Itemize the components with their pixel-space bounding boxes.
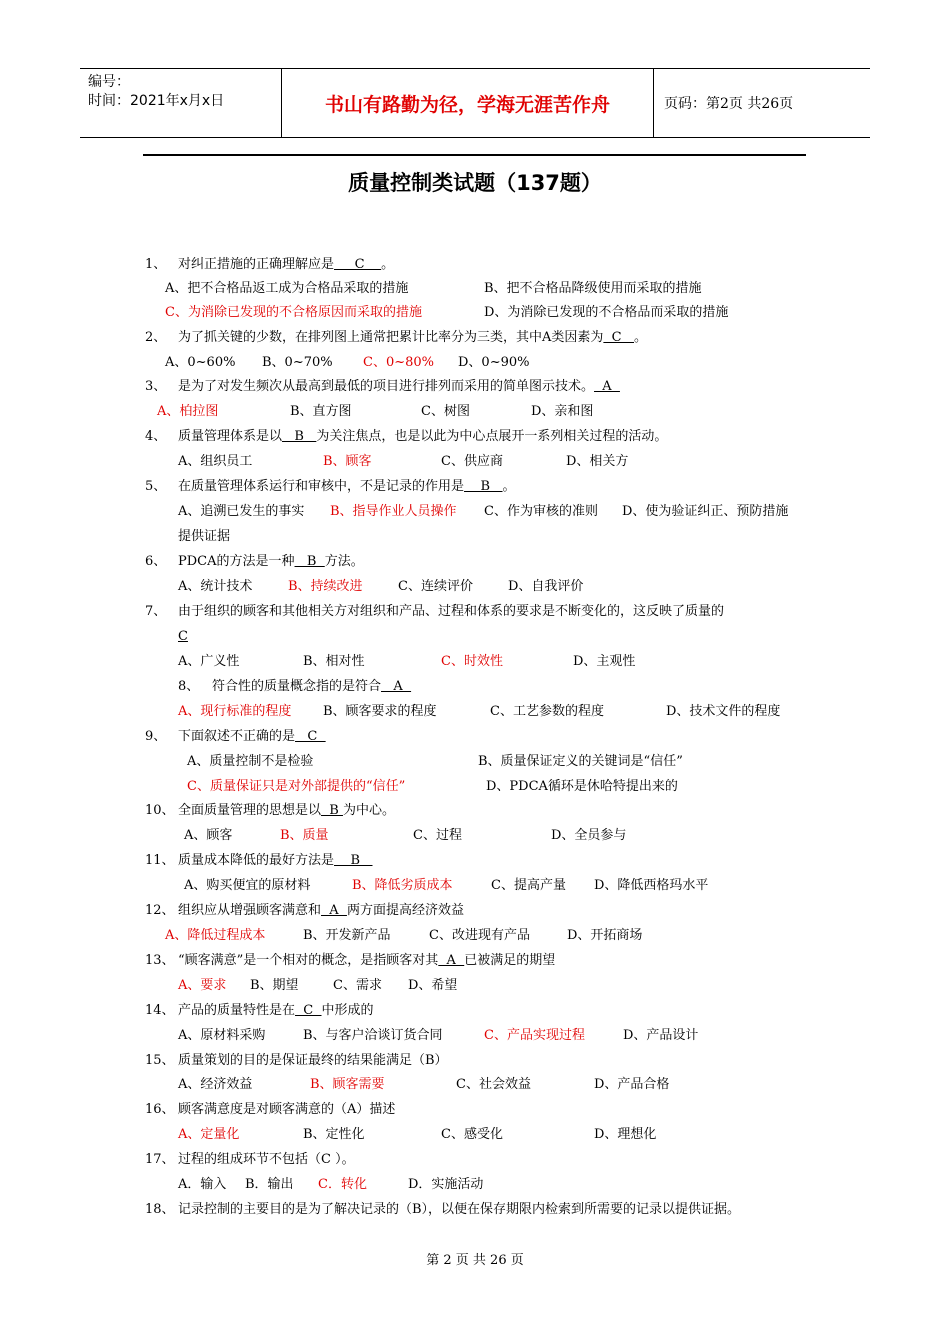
option-a: A、购买便宜的原材料 xyxy=(184,878,311,893)
question-number: 3、 xyxy=(145,379,167,394)
option-c: C、作为审核的准则 xyxy=(484,504,598,519)
question-stem: 记录控制的主要目的是为了解决记录的（B），以便在保存期限内检索到所需要的记录以提供证据。 xyxy=(178,1202,741,1217)
header-page-info: 页码：第2页 共26页 xyxy=(664,96,794,112)
option-b: B．输出 xyxy=(245,1177,294,1192)
question-number: 12、 xyxy=(145,903,175,918)
question-stem: 全面质量管理的思想是以 B 为中心。 xyxy=(178,803,395,818)
option-d: D、技术文件的程度 xyxy=(666,704,781,719)
option-a: A．输入 xyxy=(178,1177,227,1192)
option-d: D、使为验证纠正、预防措施 xyxy=(622,504,789,519)
question-number: 6、 xyxy=(145,554,167,569)
option-d: D、为消除已发现的不合格品而采取的措施 xyxy=(484,305,729,320)
option-a: A、顾客 xyxy=(184,828,233,843)
answer-blank: B xyxy=(464,479,503,494)
option-c: C、连续评价 xyxy=(398,579,473,594)
question-stem: 质量成本降低的最好方法是 B xyxy=(178,853,373,868)
question-number: 16、 xyxy=(145,1102,175,1117)
option-d: D、理想化 xyxy=(594,1127,657,1142)
title-divider xyxy=(143,154,806,156)
option-b: B、顾客要求的程度 xyxy=(323,704,437,719)
option-b: B、期望 xyxy=(250,978,299,993)
header-meta xyxy=(80,69,282,137)
option-a: A、广义性 xyxy=(178,654,240,669)
option-a: A、0~60% xyxy=(165,355,236,370)
option-b: B、直方图 xyxy=(290,404,352,419)
option-a: A、定量化 xyxy=(178,1127,240,1142)
option-c: C、工艺参数的程度 xyxy=(490,704,604,719)
option-b: B、开发新产品 xyxy=(303,928,391,943)
question-stem: 过程的组成环节不包括（C ）。 xyxy=(178,1152,355,1167)
option-a: A、降低过程成本 xyxy=(165,928,266,943)
question-number: 5、 xyxy=(145,479,167,494)
option-b: B、定性化 xyxy=(303,1127,365,1142)
answer-blank: A xyxy=(381,679,412,694)
answer-blank: B xyxy=(282,429,317,444)
answer-blank: B xyxy=(334,853,373,868)
option-a: A、追溯已发生的事实 xyxy=(178,504,305,519)
option-a: A、要求 xyxy=(178,978,227,993)
option-b: B、与客户洽谈订货合同 xyxy=(303,1028,443,1043)
answer-blank: A xyxy=(438,953,465,968)
question-number: 1、 xyxy=(145,257,167,272)
option-c: C、提高产量 xyxy=(491,878,566,893)
question-stem: 组织应从增强顾客满意和 A 两方面提高经济效益 xyxy=(178,903,464,918)
header-motto: 书山有路勤为径，学海无涯苦作舟 xyxy=(282,69,654,137)
option-d: D．实施活动 xyxy=(408,1177,484,1192)
option-b: B、0~70% xyxy=(262,355,333,370)
option-d: D、亲和图 xyxy=(531,404,594,419)
option-c: C、时效性 xyxy=(441,654,503,669)
question-stem: 质量管理体系是以 B 为关注焦点，也是以此为中心点展开一系列相关过程的活动。 xyxy=(178,429,668,444)
option-d: D、0~90% xyxy=(458,355,530,370)
option-c: C、感受化 xyxy=(441,1127,503,1142)
answer-blank: A xyxy=(321,903,347,918)
option-a: A、把不合格品返工成为合格品采取的措施 xyxy=(165,281,409,296)
question-number: 15、 xyxy=(145,1053,175,1068)
option-c: C、需求 xyxy=(333,978,382,993)
question-stem: 产品的质量特性是在 C 中形成的 xyxy=(178,1003,374,1018)
answer-blank: C xyxy=(295,1003,322,1018)
option-c: C、改进现有产品 xyxy=(429,928,530,943)
answer-blank: B xyxy=(294,554,325,569)
option-c: C、树图 xyxy=(421,404,470,419)
question-number: 4、 xyxy=(145,429,167,444)
answer-blank: C xyxy=(178,629,188,644)
question-stem: 符合性的质量概念指的是符合 A xyxy=(212,679,412,694)
option-c: C、供应商 xyxy=(441,454,503,469)
question-number: 14、 xyxy=(145,1003,175,1018)
answer-blank: C xyxy=(603,330,634,345)
option-d: D、产品设计 xyxy=(623,1028,699,1043)
option-b: B、顾客 xyxy=(323,454,372,469)
option-c: C、产品实现过程 xyxy=(484,1028,585,1043)
time-label: 时间：2021年x月x日 xyxy=(88,93,225,109)
option-d: D、自我评价 xyxy=(508,579,584,594)
option-a: A、现行标准的程度 xyxy=(178,704,292,719)
option-b: B、把不合格品降级使用而采取的措施 xyxy=(484,281,702,296)
option-c: C、社会效益 xyxy=(456,1077,531,1092)
option-d: D、降低西格玛水平 xyxy=(594,878,709,893)
option-d: D、相关方 xyxy=(566,454,629,469)
option-d: D、主观性 xyxy=(573,654,636,669)
option-c-correct: C、质量保证只是对外部提供的“信任” xyxy=(187,779,406,794)
option-a: A、质量控制不是检验 xyxy=(187,754,314,769)
question-stem: 是为了对发生频次从最高到最低的项目进行排列而采用的简单图示技术。 A xyxy=(178,379,620,394)
question-number: 18、 xyxy=(145,1202,175,1217)
option-c: C、0~80% xyxy=(363,355,435,370)
option-a: A、组织员工 xyxy=(178,454,253,469)
option-a: A、统计技术 xyxy=(178,579,253,594)
question-number: 13、 xyxy=(145,953,175,968)
option-b: B、相对性 xyxy=(303,654,365,669)
question-number: 9、 xyxy=(145,729,167,744)
question-number: 17、 xyxy=(145,1152,175,1167)
option-d: D、全员参与 xyxy=(551,828,627,843)
question-stem: 质量策划的目的是保证最终的结果能满足（B） xyxy=(178,1053,448,1068)
question-number: 8、 xyxy=(178,679,200,694)
question-number: 7、 xyxy=(145,604,167,619)
option-d: D、PDCA循环是休哈特提出来的 xyxy=(486,779,678,794)
answer-blank: C xyxy=(295,729,326,744)
question-stem: 在质量管理体系运行和审核中，不是记录的作用是 B 。 xyxy=(178,479,516,494)
option-a: A、柏拉图 xyxy=(157,404,219,419)
option-d: D、产品合格 xyxy=(594,1077,670,1092)
option-d: D、希望 xyxy=(408,978,458,993)
question-number: 11、 xyxy=(145,853,175,868)
question-stem: 下面叙述不正确的是 C xyxy=(178,729,326,744)
question-number: 10、 xyxy=(145,803,175,818)
option-c: C、过程 xyxy=(413,828,462,843)
answer-blank: C xyxy=(334,257,382,272)
question-stem: “顾客满意”是一个相对的概念，是指顾客对其 A 已被满足的期望 xyxy=(178,953,556,968)
question-stem: PDCA的方法是一种 B 方法。 xyxy=(178,554,364,569)
option-c: C．转化 xyxy=(318,1177,367,1192)
option-b: B、质量保证定义的关键词是“信任” xyxy=(478,754,683,769)
option-b: B、质量 xyxy=(280,828,329,843)
answer-blank: A xyxy=(594,379,620,394)
option-d: D、开拓商场 xyxy=(567,928,643,943)
number-label: 编号： xyxy=(88,74,130,90)
option-b: B、降低劣质成本 xyxy=(352,878,453,893)
question-stem: 由于组织的顾客和其他相关方对组织和产品、过程和体系的要求是不断变化的，这反映了质量的 xyxy=(178,604,725,619)
document-title: 质量控制类试题（137题） xyxy=(348,171,602,195)
page-header xyxy=(80,68,870,138)
option-b: B、指导作业人员操作 xyxy=(330,504,457,519)
option-b: B、顾客需要 xyxy=(310,1077,385,1092)
page-footer: 第 2 页 共 26 页 xyxy=(426,1253,524,1268)
option-a: A、原材料采购 xyxy=(178,1028,266,1043)
option-a: A、经济效益 xyxy=(178,1077,253,1092)
option-b: B、持续改进 xyxy=(288,579,363,594)
option-c-correct: C、为消除已发现的不合格原因而采取的措施 xyxy=(165,305,422,320)
question-stem: 顾客满意度是对顾客满意的（A）描述 xyxy=(178,1102,396,1117)
question-stem: 对纠正措施的正确理解应是 C 。 xyxy=(178,257,395,272)
answer-blank: B xyxy=(321,803,343,818)
question-number: 2、 xyxy=(145,330,167,345)
question-stem: 为了抓关键的少数，在排列图上通常把累计比率分为三类，其中A类因素为 C 。 xyxy=(178,330,648,345)
